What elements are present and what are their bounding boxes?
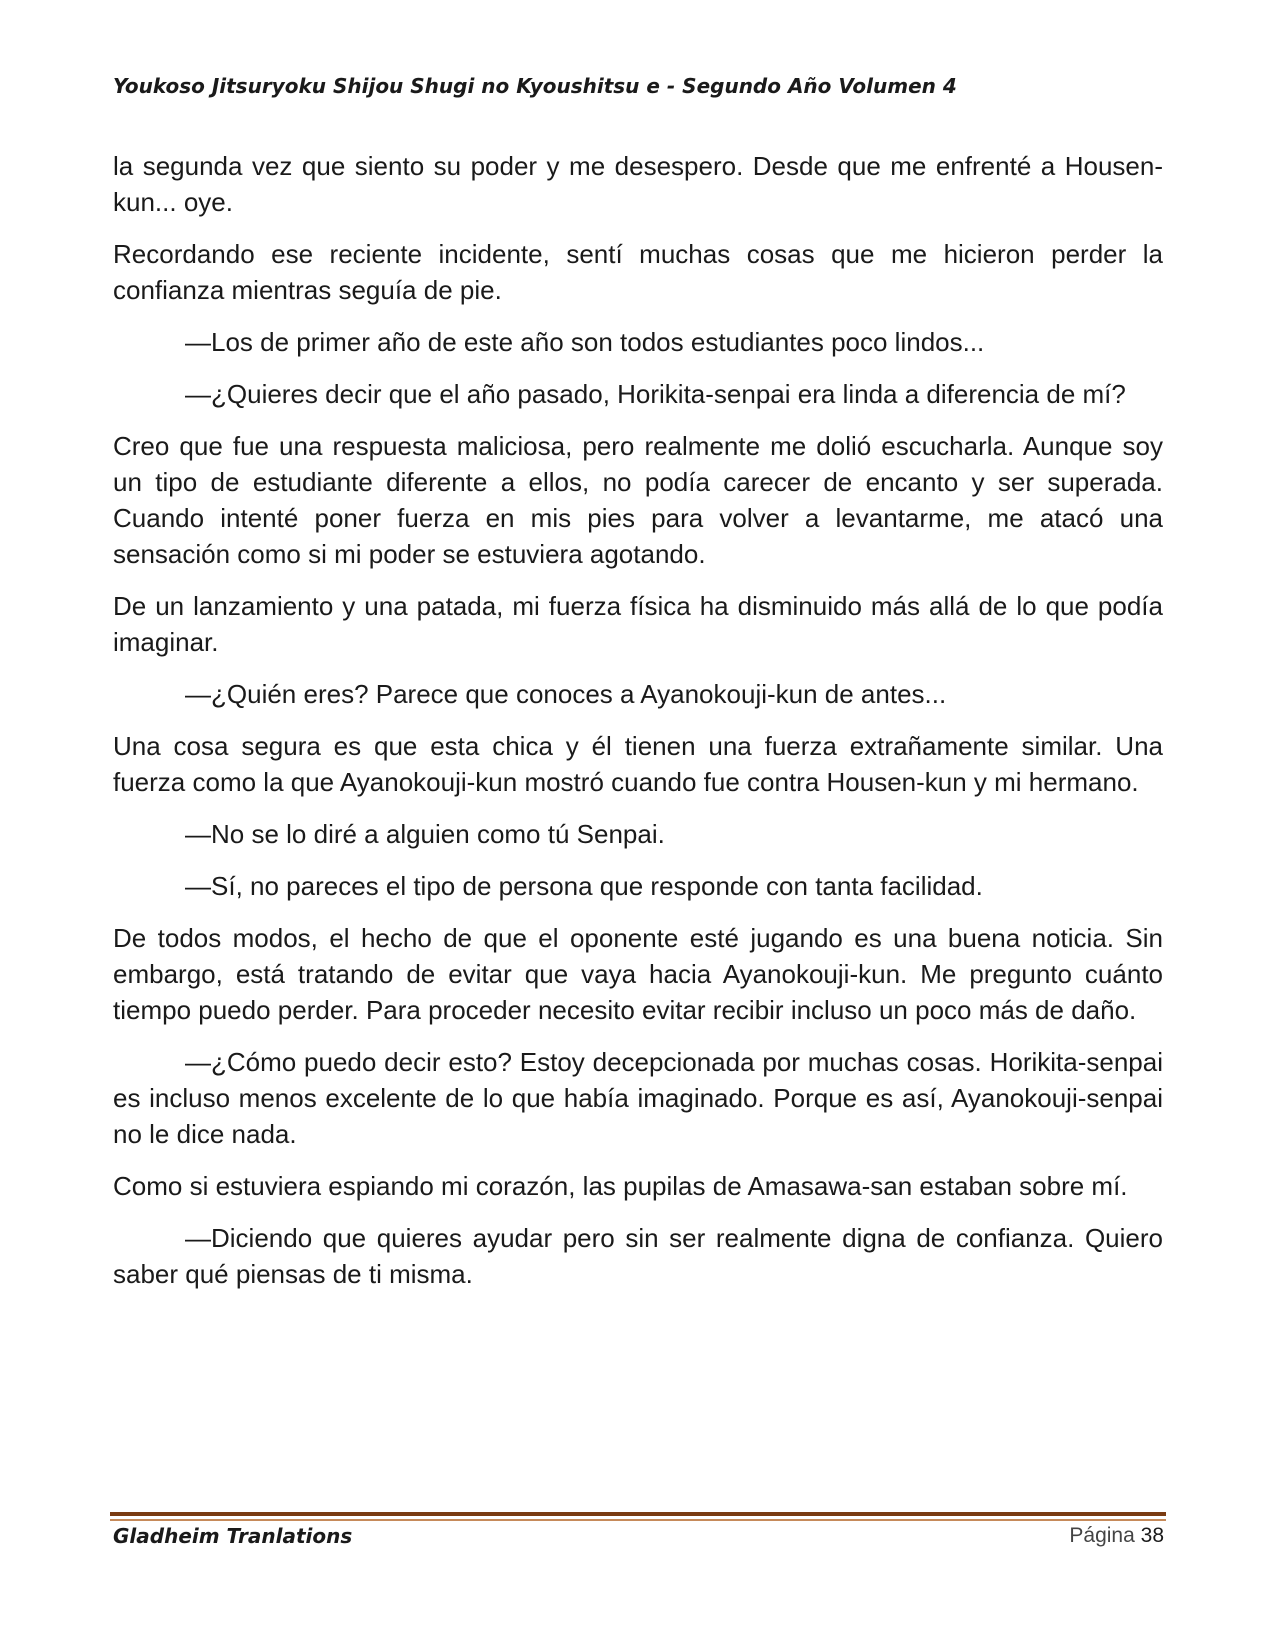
dialogue-line: —Sí, no pareces el tipo de persona que responde con tanta facilidad. [185,871,983,901]
footer-rule-accent [110,1519,1166,1521]
dialogue-line: —Diciendo que quieres ayudar pero sin ser realmente digna de confianza. Quiero saber qué piensas de ti misma. [113,1223,1163,1289]
page-label: Página [1069,1524,1135,1547]
paragraph: De todos modos, el hecho de que el oponente esté jugando es una buena noticia. Sin embargo, está tratando de evitar que vaya hacia Ayanokouji-kun. Me pregunto cuánto tiempo puedo perder. Para proceder necesito evitar recibir incluso un poco más de daño. [113,923,1163,1025]
paragraph: la segunda vez que siento su poder y me desespero. Desde que me enfrenté a Housen-kun... oye. [113,151,1163,217]
running-header: Youkoso Jitsuryoku Shijou Shugi no Kyoushitsu e - Segundo Año Volumen 4 [113,74,957,98]
paragraph: Una cosa segura es que esta chica y él tienen una fuerza extrañamente similar. Una fuerza como la que Ayanokouji-kun mostró cuando fue contra Housen-kun y mi hermano. [113,731,1163,797]
dialogue-line: —¿Cómo puedo decir esto? Estoy decepcionada por muchas cosas. Horikita-senpai es incluso menos excelente de lo que había imaginado. Porque es así, Ayanokouji-senpai no le dice nada. [113,1047,1163,1149]
page-number: 38 [1140,1524,1164,1547]
dialogue-line: —¿Quieres decir que el año pasado, Horikita-senpai era linda a diferencia de mí? [185,379,1126,409]
page-indicator [1069,1524,1164,1548]
footer-rule [110,1512,1166,1516]
paragraph: Creo que fue una respuesta maliciosa, pero realmente me dolió escucharla. Aunque soy un tipo de estudiante diferente a ellos, no podía carecer de encanto y ser superada. Cuando intenté poner fuerza en mis pies para volver a levantarme, me atacó una sensación como si mi poder se estuviera agotando. [113,431,1163,569]
footer-group-name: Gladheim Tranlations [113,1524,353,1548]
dialogue-line: —Los de primer año de este año son todos estudiantes poco lindos... [185,327,985,357]
paragraph: Como si estuviera espiando mi corazón, las pupilas de Amasawa-san estaban sobre mí. [113,1171,1128,1201]
dialogue-line: —¿Quién eres? Parece que conoces a Ayanokouji-kun de antes... [185,679,947,709]
page-body [113,148,1163,1308]
paragraph: De un lanzamiento y una patada, mi fuerza física ha disminuido más allá de lo que podía imaginar. [113,591,1163,657]
paragraph: Recordando ese reciente incidente, sentí muchas cosas que me hicieron perder la confianza mientras seguía de pie. [113,239,1163,305]
dialogue-line: —No se lo diré a alguien como tú Senpai. [185,819,665,849]
